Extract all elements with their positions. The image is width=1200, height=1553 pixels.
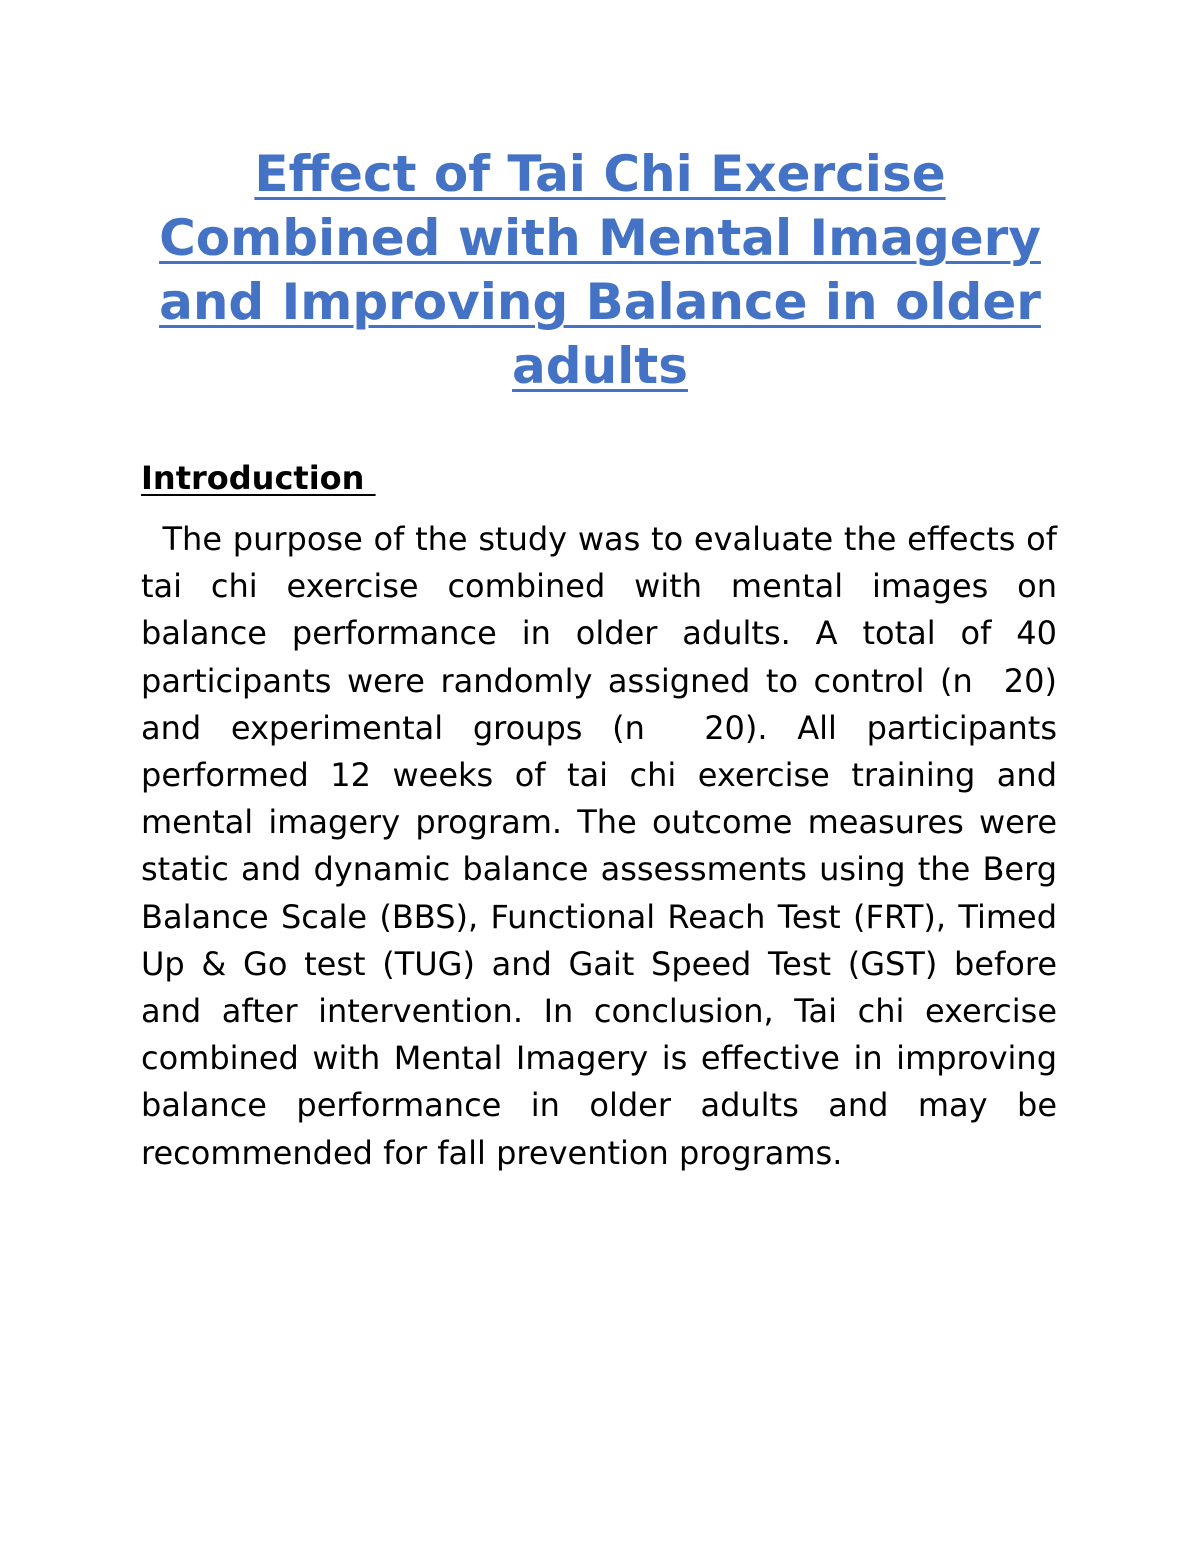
introduction-paragraph: The purpose of the study was to evaluate the effects of tai chi exercise combined with mental images on balance performance in older adults. A total of 40 participants were randomly assigned to control (n 20) and experimental groups (n 20). All participants performed 12 weeks of tai chi exercise training and mental imagery program. The outcome measures were static and dynamic balance assessments using the Berg Balance Scale (BBS), Functional Reach Test (FRT), Timed Up & Go test (TUG) and Gait Speed Test (GST) before and after intervention. In conclusion, Tai chi exercise combined with Mental Imagery is effective in improving balance performance in older adults and may be recommended for fall prevention programs. (141, 520, 1068, 1172)
section-heading-introduction: Introduction (141, 459, 376, 497)
document-title: Effect of Tai Chi Exercise Combined with Mental Imagery and Improving Balance in older adults (159, 145, 1041, 395)
